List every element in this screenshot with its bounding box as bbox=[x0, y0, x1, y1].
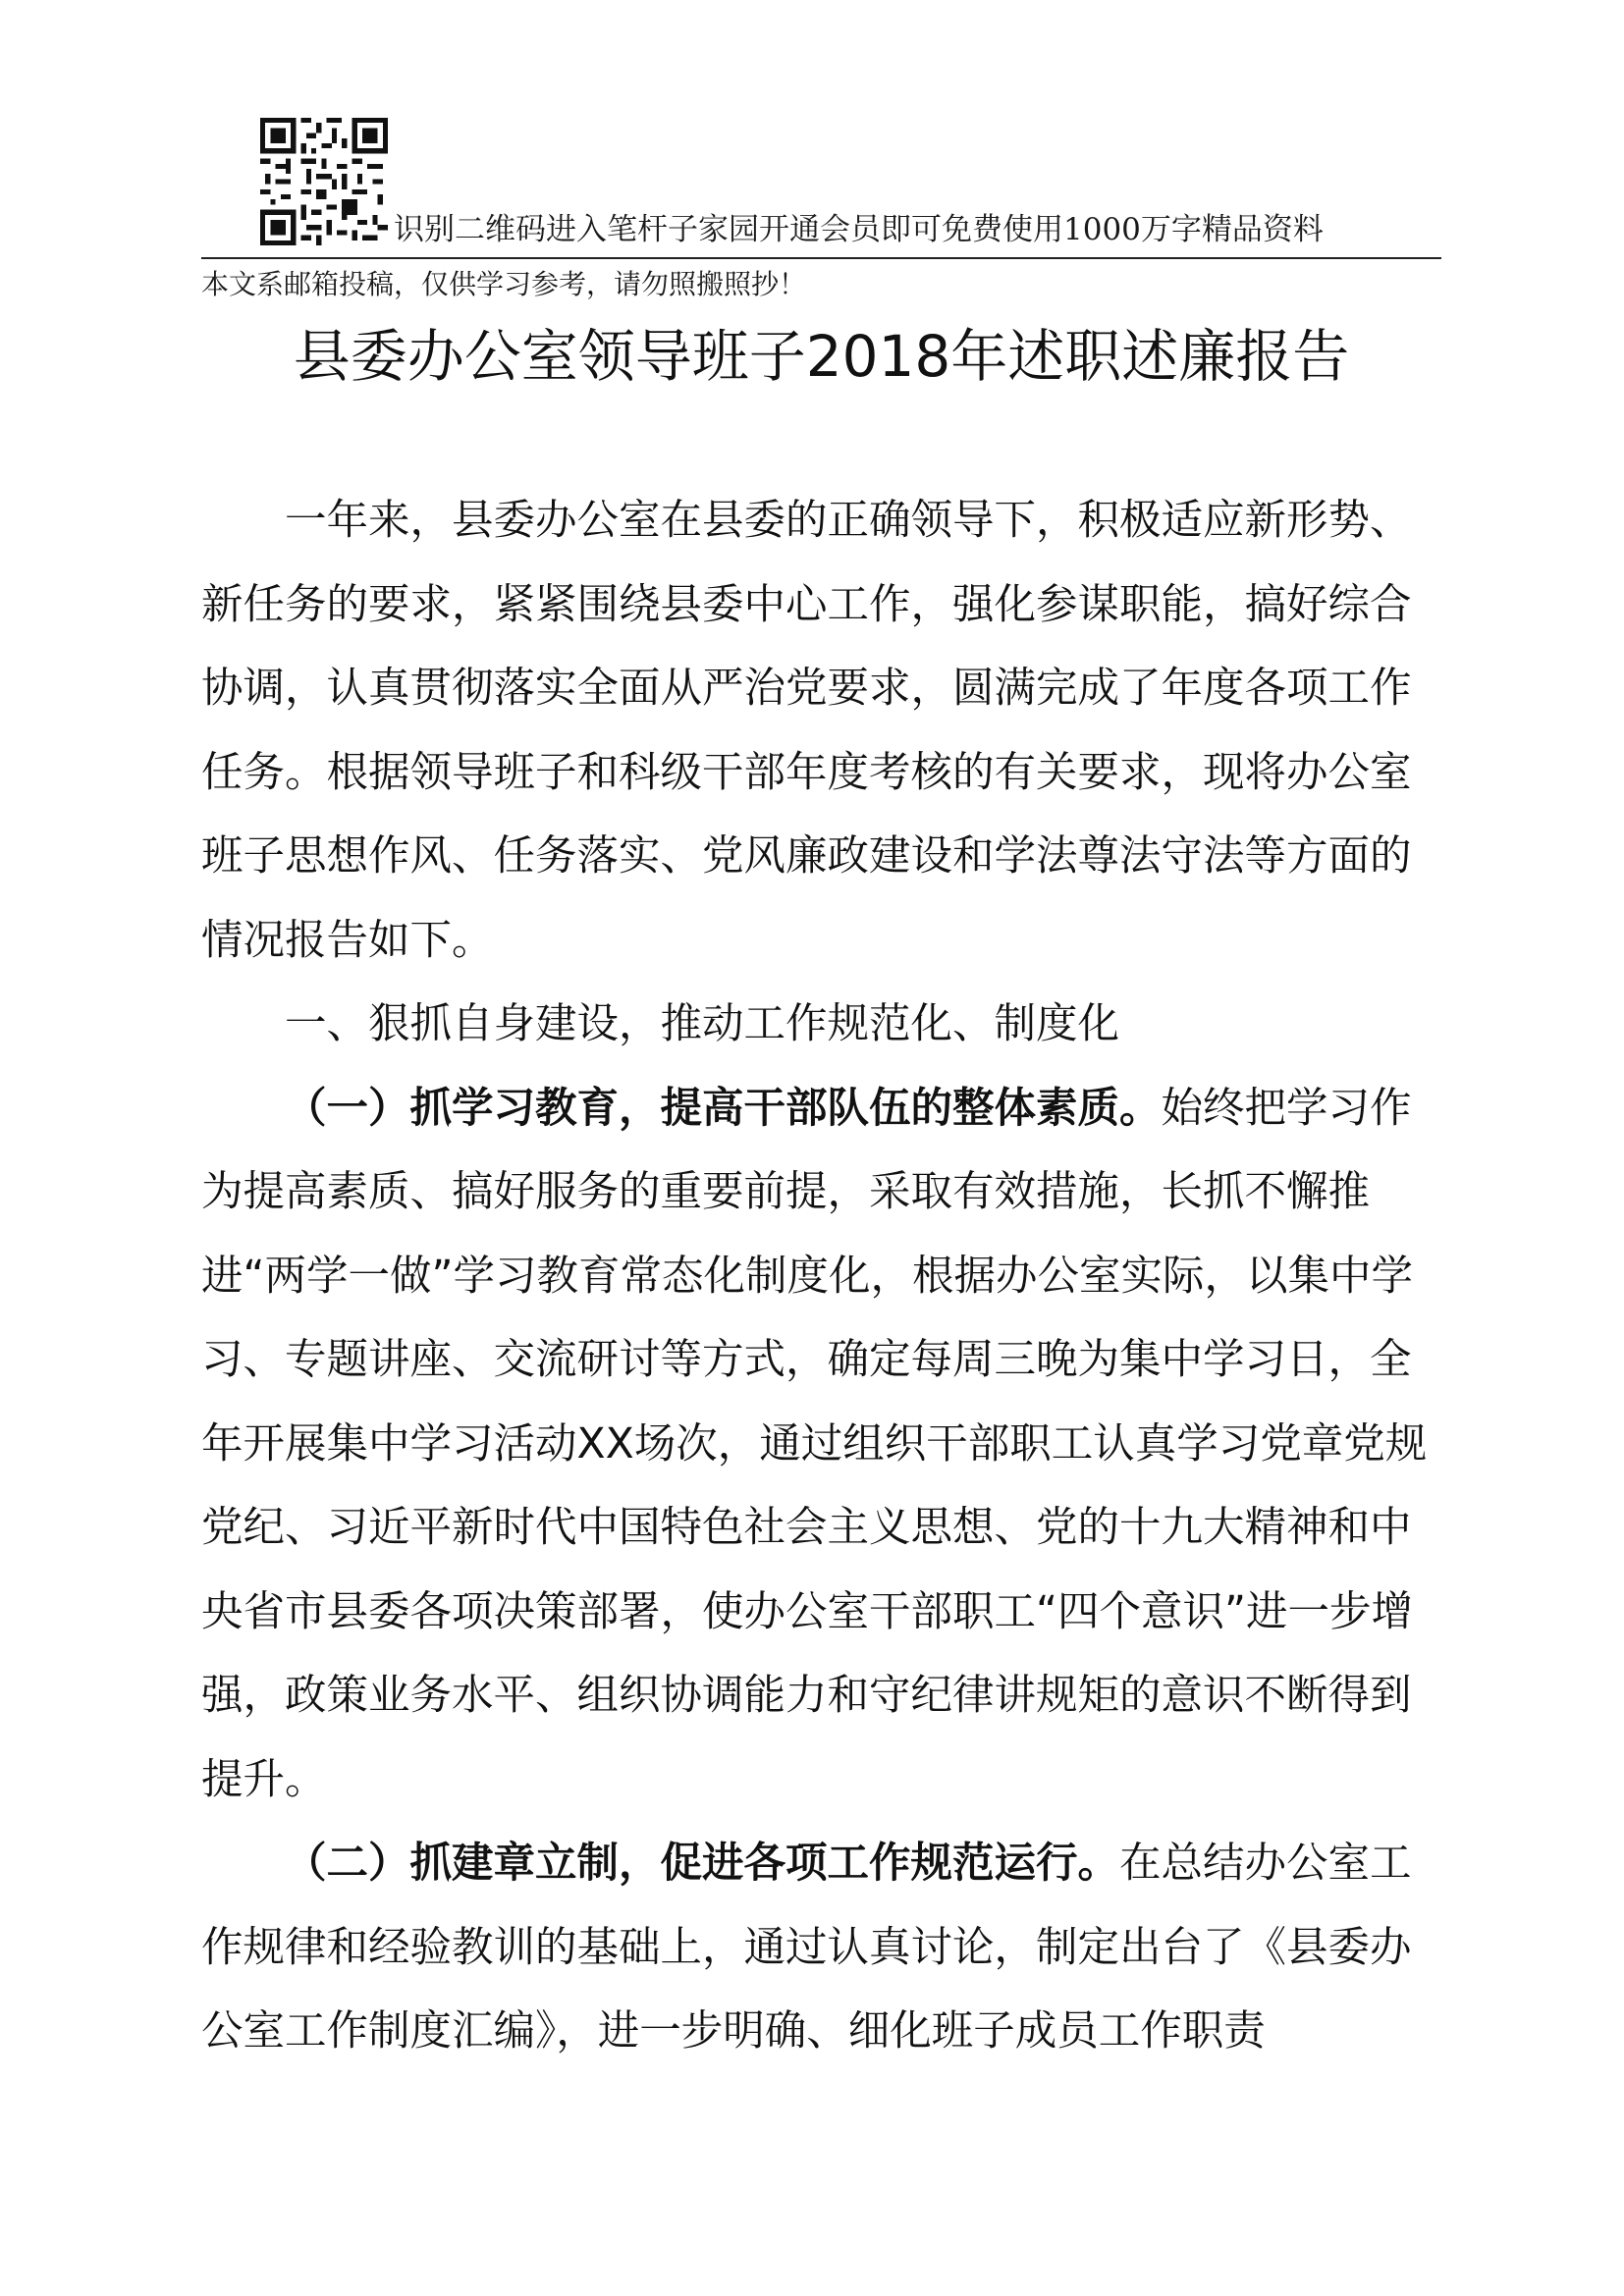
header-divider bbox=[201, 257, 1441, 259]
promo-text: 识别二维码进入笔杆子家园开通会员即可免费使用1000万字精品资料 bbox=[394, 212, 1324, 247]
subsection-text-1: 始终把学习作为提高素质、搞好服务的重要前提，采取有效措施，长抓不懈推进“两学一做”学习教育常态化制度化，根据办公室实际，以集中学习、专题讲座、交流研讨等方式，确定每周三晚为集中学习日，全年开展集中学习活动XX场次，通过组织干部职工认真学习党章党规党纪、习近平新时代中国特色社会主义思想、党的十九大精神和中央省市县委各项决策部署，使办公室干部职工“四个意识”进一步增强，政策业务水平、组织协调能力和守纪律讲规矩的意识不断得到提升。 bbox=[201, 1084, 1428, 1804]
section-heading-1: 一、狠抓自身建设，推动工作规范化、制度化 bbox=[285, 1000, 1120, 1048]
document-title: 县委办公室领导班子2018年述职述廉报告 bbox=[293, 323, 1350, 390]
subsection-paragraph-2 bbox=[201, 1822, 1441, 2074]
submission-notice: 本文系邮箱投稿，仅供学习参考，请勿照搬照抄！ bbox=[201, 268, 807, 300]
intro-paragraph: 一年来，县委办公室在县委的正确领导下，积极适应新形势、新任务的要求，紧紧围绕县委中心工作，强化参谋职能，搞好综合协调，认真贯彻落实全面从严治党要求，圆满完成了年度各项工作任务。根据领导班子和科级干部年度考核的有关要求，现将办公室班子思想作风、任务落实、党风廉政建设和学法尊法守法等方面的情况报告如下。 bbox=[201, 497, 1412, 965]
document-body bbox=[201, 479, 1441, 2074]
qr-code-icon bbox=[260, 118, 388, 245]
subsection-text-2: 在总结办公室工作规律和经验教训的基础上，通过认真讨论，制定出台了《县委办公室工作制度汇编》，进一步明确、细化班子成员工作职责 bbox=[201, 1840, 1412, 2056]
subsection-lead-1: （一）抓学习教育，提高干部队伍的整体素质。 bbox=[285, 1084, 1162, 1133]
subsection-lead-2: （二）抓建章立制，促进各项工作规范运行。 bbox=[285, 1840, 1120, 1888]
subsection-paragraph-1 bbox=[201, 1067, 1441, 1823]
